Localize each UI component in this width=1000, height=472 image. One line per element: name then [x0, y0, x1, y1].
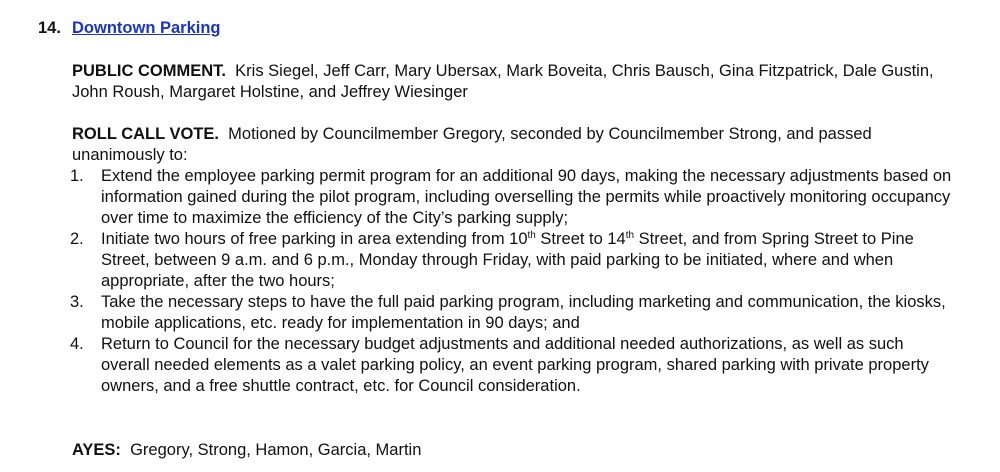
ayes-names: Gregory, Strong, Hamon, Garcia, Martin	[130, 441, 422, 459]
motion-item-1	[70, 166, 952, 229]
agenda-item-number: 14.	[38, 19, 61, 37]
roll-call-label: ROLL CALL VOTE.	[72, 125, 219, 143]
motion-number: 4.	[70, 335, 84, 353]
motion-number: 1.	[70, 167, 84, 185]
motion-item-2	[70, 229, 952, 292]
public-comment-label: PUBLIC COMMENT.	[72, 62, 226, 80]
ordinal-suffix: th	[625, 230, 635, 241]
public-comment-speakers: Kris Siegel, Jeff Carr, Mary Ubersax, Mark Boveita, Chris Bausch, Gina Fitzpatrick, Dale Gustin, John Roush, Margaret Holstine, and Jeffrey Wiesinger	[72, 62, 934, 101]
motion-item-3	[70, 292, 952, 334]
roll-call-intro	[72, 124, 952, 166]
motion-item-4	[70, 334, 952, 397]
motion-number: 3.	[70, 293, 84, 311]
roll-call-intro-text: Motioned by Councilmember Gregory, seconded by Councilmember Strong, and passed unanimously to:	[72, 125, 872, 164]
ayes-section	[72, 440, 952, 461]
motion-text-part-c: Street, and from Spring Street to Pine Street, between 9 a.m. and 6 p.m., Monday through Friday, with paid parking to be initiated, where and when appropriate, after the two hours;	[101, 230, 914, 290]
motion-text-part-b: Street to 14	[535, 230, 626, 248]
roll-call-vote-section	[72, 124, 952, 397]
motion-text-part-a: Initiate two hours of free parking in area extending from 10	[101, 230, 528, 248]
motion-text: Return to Council for the necessary budget adjustments and additional needed authorizations, as well as such overall needed elements as a valet parking policy, an event parking program, shared parking with private property owners, and a free shuttle contract, etc. for Council consideration.	[101, 335, 929, 395]
ayes-label: AYES:	[72, 441, 121, 459]
motion-text: Extend the employee parking permit program for an additional 90 days, making the necessary adjustments based on information gained during the pilot program, including overselling the permits while proactively monitoring occupancy over time to maximize the efficiency of the City’s parking supply;	[101, 167, 952, 227]
motion-text: Take the necessary steps to have the full paid parking program, including marketing and communication, the kiosks, mobile applications, etc. ready for implementation in 90 days; and	[101, 293, 946, 332]
motion-number: 2.	[70, 230, 84, 248]
agenda-item-heading	[38, 18, 221, 39]
motion-list	[72, 166, 952, 397]
agenda-item-title-link[interactable]: Downtown Parking	[72, 19, 221, 37]
ordinal-suffix: th	[527, 230, 536, 241]
public-comment-section	[72, 61, 952, 103]
